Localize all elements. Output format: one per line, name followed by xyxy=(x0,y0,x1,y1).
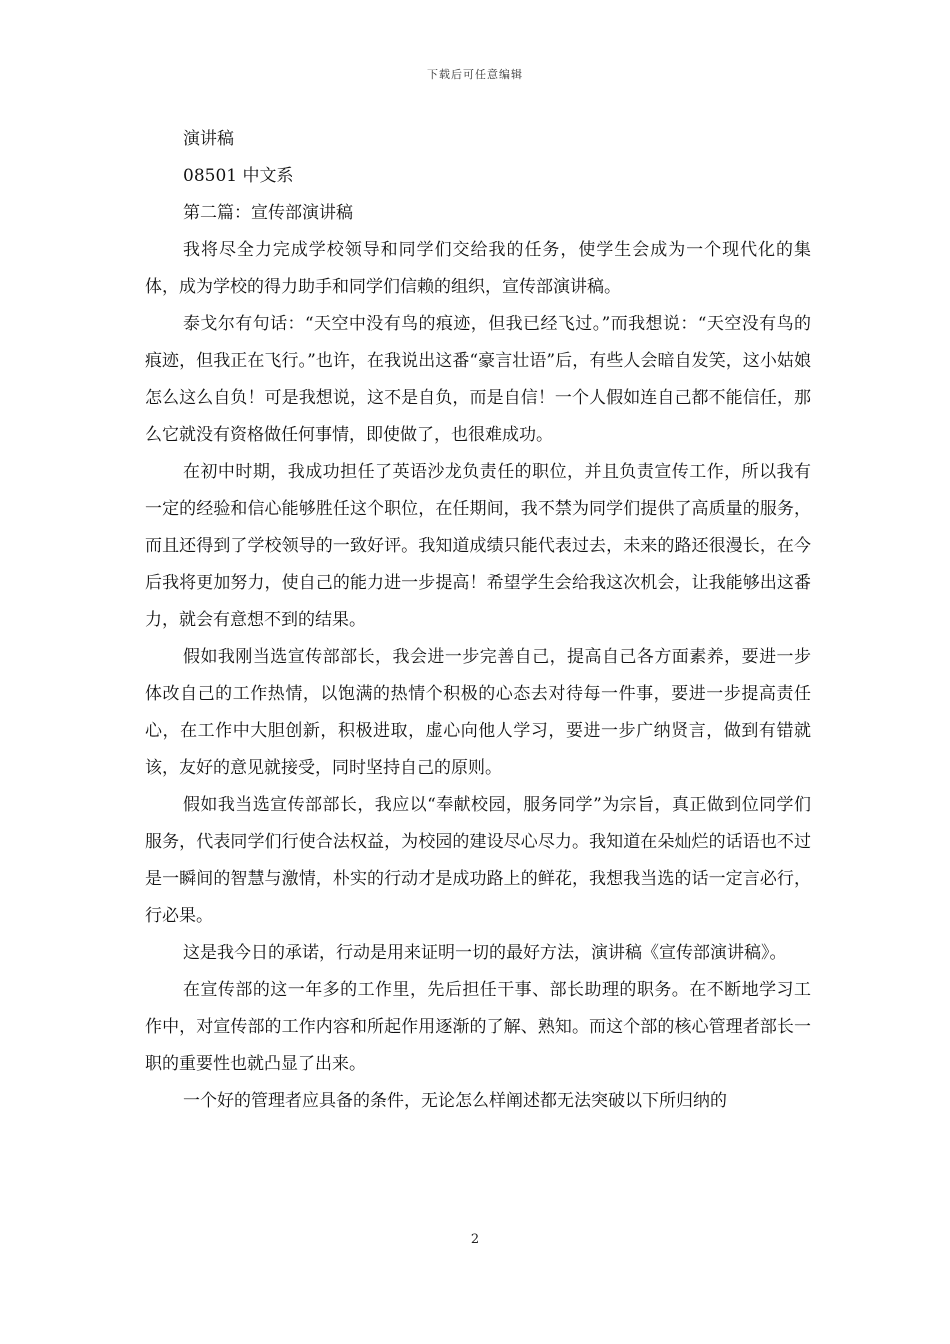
document-title: 演讲稿 xyxy=(183,129,234,149)
paragraph: 在宣传部的这一年多的工作里，先后担任干事、部长助理的职务。在不断地学习工作中，对宣传部的工作内容和所起作用逐渐的了解、熟知。而这个部的核心管理者部长一职的重要性也就凸显了出来。 xyxy=(145,980,811,1074)
paragraph: 假如我当选宣传部部长，我应以“奉献校园，服务同学”为宗旨，真正做到位同学们服务，代表同学们行使合法权益，为校园的建设尽心尽力。我知道在朵灿烂的话语也不过是一瞬间的智慧与激情，朴实的行动才是成功路上的鲜花，我想我当选的话一定言必行，行必果。 xyxy=(145,795,811,926)
paragraph: 在初中时期，我成功担任了英语沙龙负责任的职位，并且负责宣传工作，所以我有一定的经验和信心能够胜任这个职位，在任期间，我不禁为同学们提供了高质量的服务，而且还得到了学校领导的一致好评。我知道成绩只能代表过去，未来的路还很漫长，在今后我将更加努力，使自己的能力进一步提高！希望学生会给我这次机会，让我能够出这番力，就会有意想不到的结果。 xyxy=(145,462,811,630)
paragraph: 泰戈尔有句话：“天空中没有鸟的痕迹，但我已经飞过。”而我想说：“天空没有鸟的痕迹，但我正在飞行。”也许，在我说出这番“豪言壮语”后，有些人会暗自发笑，这小姑娘怎么这么自负！可是我想说，这不是自负，而是自信！一个人假如连自己都不能信任，那么它就没有资格做任何事情，即使做了，也很难成功。 xyxy=(145,314,811,445)
paragraph: 一个好的管理者应具备的条件，无论怎么样阐述都无法突破以下所归纳的 xyxy=(183,1091,727,1111)
paragraph: 我将尽全力完成学校领导和同学们交给我的任务，使学生会成为一个现代化的集体，成为学校的得力助手和同学们信赖的组织，宣传部演讲稿。 xyxy=(145,240,811,297)
header-note: 下载后可任意编辑 xyxy=(427,68,523,81)
page-number: 2 xyxy=(470,1232,480,1247)
section-heading: 第二篇：宣传部演讲稿 xyxy=(183,203,353,223)
class-info: 08501 中文系 xyxy=(183,166,294,186)
paragraph: 这是我今日的承诺，行动是用来证明一切的最好方法，演讲稿《宣传部演讲稿》。 xyxy=(183,943,787,963)
document-body xyxy=(145,121,811,1120)
paragraph: 假如我刚当选宣传部部长，我会进一步完善自己，提高自己各方面素养，要进一步体改自己的工作热情，以饱满的热情个积极的心态去对待每一件事，要进一步提高责任心，在工作中大胆创新，积极进取，虚心向他人学习，要进一步广纳贤言，做到有错就该，友好的意见就接受，同时坚持自己的原则。 xyxy=(145,647,811,778)
